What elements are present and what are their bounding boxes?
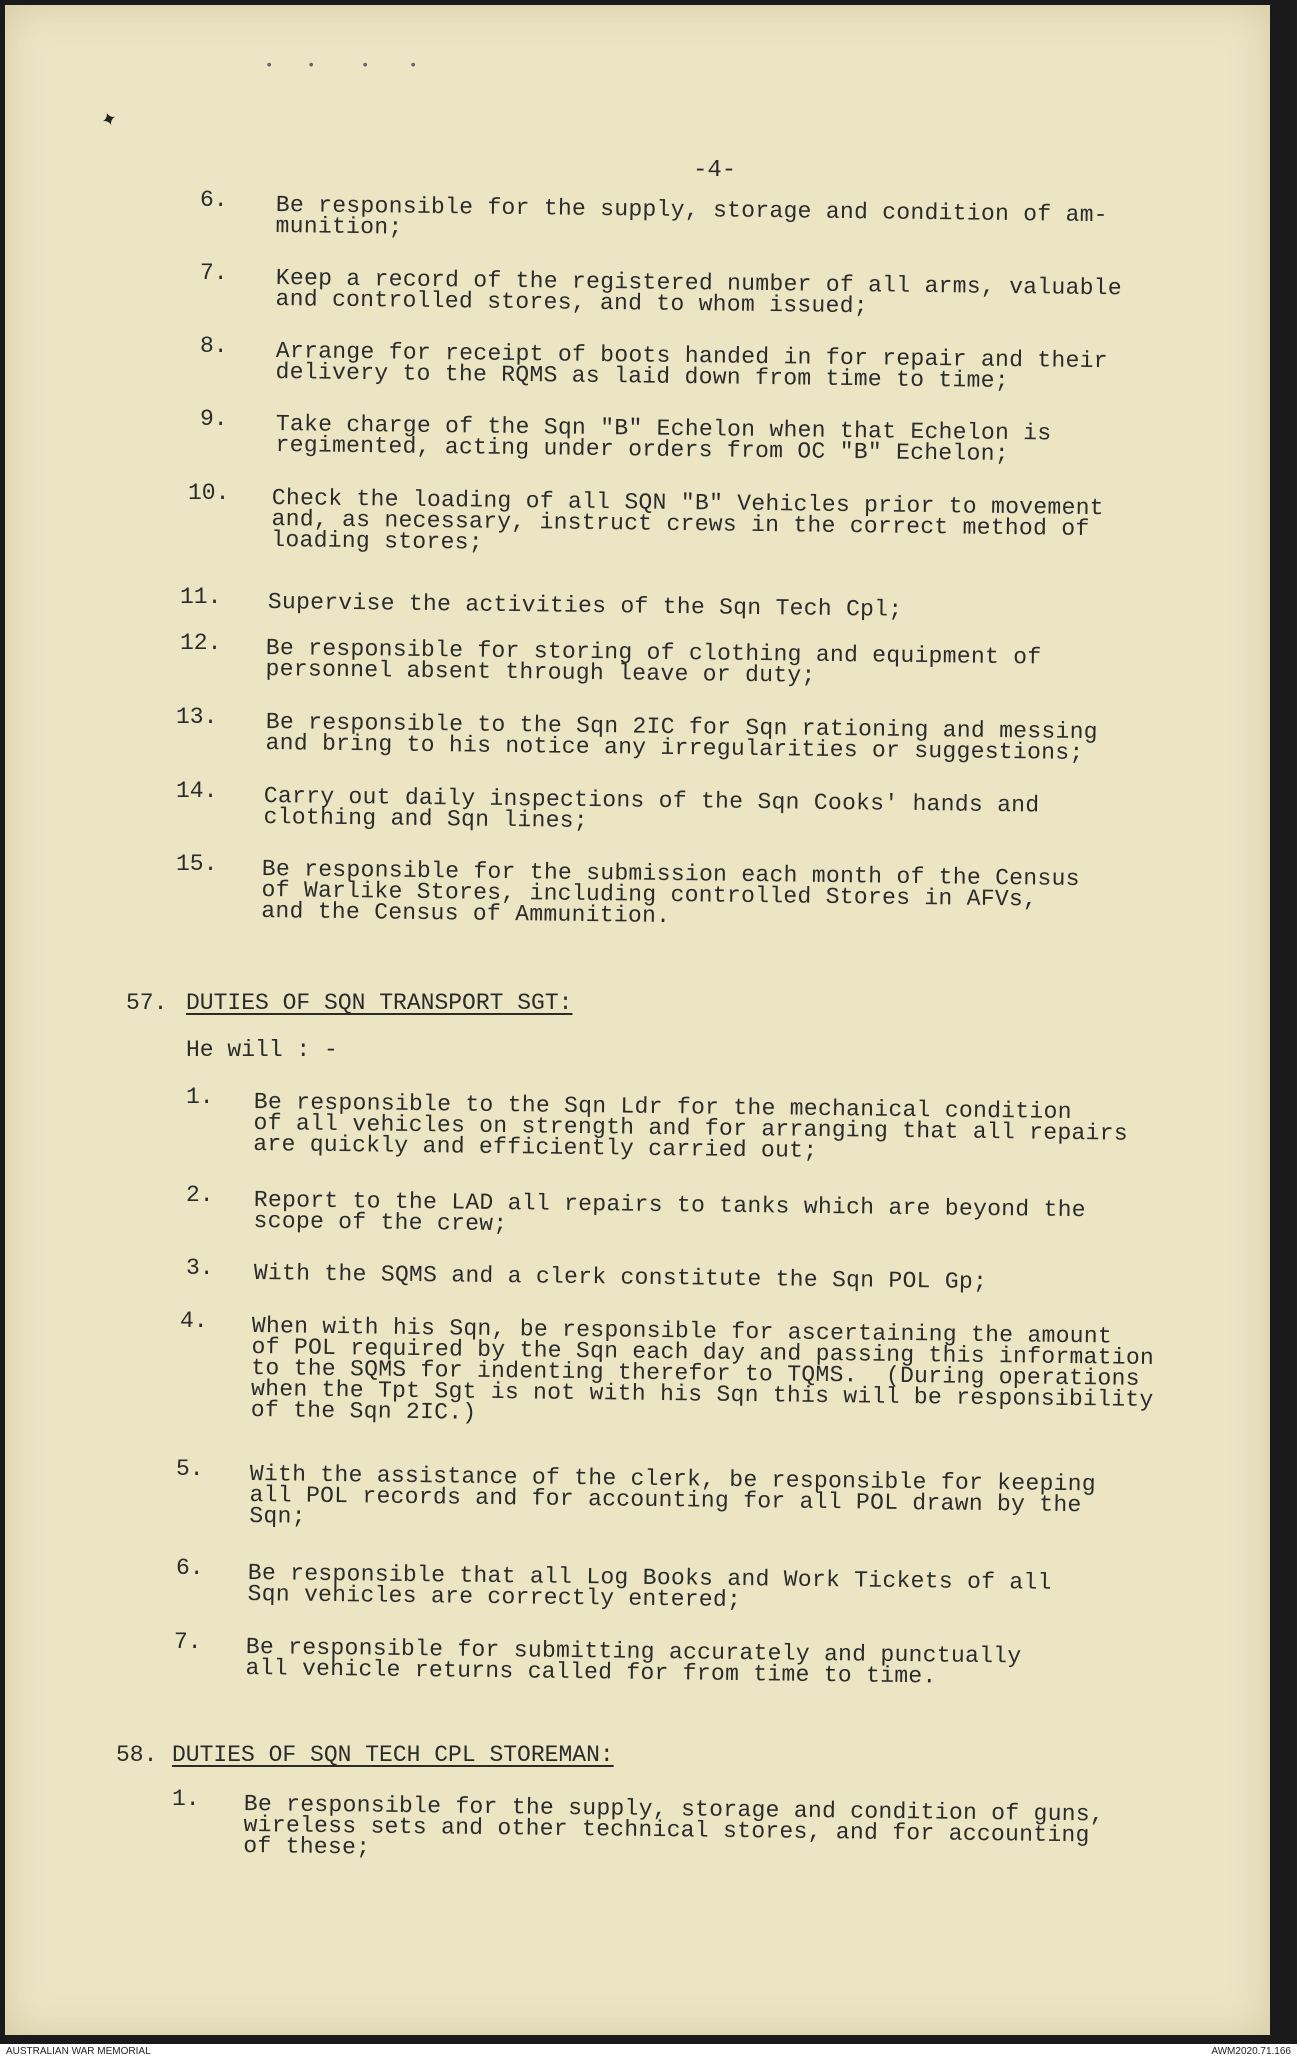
item-text: Be responsible to the Sqn 2IC for Sqn rationing and messing and bring to his notice any irregularities or suggestions;	[265, 709, 1099, 766]
item-number: 2.	[186, 1182, 214, 1208]
item-text: Take charge of the Sqn "B" Echelon when that Echelon is regimented, acting under orders from OC "B" Echelon;	[275, 411, 1052, 467]
item-number: 4.	[180, 1308, 208, 1334]
item-text: Be responsible for the supply, storage and condition of guns, wireless sets and other technical stores, and for accounting of these;	[243, 1791, 1105, 1861]
item-number: 6.	[200, 187, 228, 213]
item-number: 5.	[176, 1456, 204, 1482]
item-number: 12.	[180, 630, 222, 656]
section-title-text: DUTIES OF SQN TECH CPL STOREMAN:	[172, 1742, 614, 1768]
item-number: 6.	[176, 1555, 204, 1581]
item-text: Be responsible that all Log Books and Work Tickets of all Sqn vehicles are correctly entered;	[247, 1560, 1052, 1614]
section-intro: He will : -	[186, 1037, 338, 1063]
item-text: Check the loading of all SQN "B" Vehicles prior to movement and, as necessary, instruct crews in the correct method of loading stores;	[271, 485, 1105, 556]
section-title	[186, 990, 572, 1016]
item-text: With the SQMS and a clerk constitute the Sqn POL Gp;	[253, 1260, 988, 1295]
section-title-text: DUTIES OF SQN TRANSPORT SGT:	[186, 990, 573, 1016]
item-number: 15.	[176, 851, 218, 877]
item-text: Be responsible for submitting accurately and punctually all vehicle returns called for from time to time.	[245, 1634, 1022, 1690]
item-text: With the assistance of the clerk, be responsible for keeping all POL records and for accounting for all POL drawn by the Sqn;	[249, 1461, 1097, 1530]
item-text: Supervise the activities of the Sqn Tech Cpl;	[267, 589, 903, 623]
pin-hole-mark: •	[361, 58, 370, 74]
item-text: Be responsible for the supply, storage and condition of am- munition;	[275, 192, 1109, 241]
item-number: 7.	[174, 1629, 202, 1655]
section-title	[172, 1742, 614, 1768]
item-number: 11.	[180, 584, 222, 610]
item-number: 1.	[172, 1786, 200, 1812]
section-number: 57.	[126, 990, 168, 1016]
item-number: 1.	[186, 1084, 214, 1110]
item-text: Report to the LAD all repairs to tanks which are beyond the scope of the crew;	[253, 1187, 1087, 1238]
item-number: 10.	[188, 480, 230, 506]
pin-hole-mark: •	[409, 58, 418, 74]
archive-footer	[0, 2044, 1297, 2061]
item-number: 3.	[186, 1255, 214, 1281]
page-number: -4-	[693, 157, 737, 184]
item-text: Arrange for receipt of boots handed in for repair and their delivery to the RQMS as laid down from time to time;	[275, 338, 1109, 394]
item-number: 9.	[200, 406, 228, 432]
pin-hole-mark: •	[307, 58, 316, 74]
footer-institution: AUSTRALIAN WAR MEMORIAL	[6, 2046, 151, 2057]
item-number: 8.	[200, 333, 228, 359]
item-number: 14.	[176, 778, 218, 804]
item-text: Keep a record of the registered number of all arms, valuable and controlled stores, and to whom issued;	[275, 265, 1123, 320]
ink-mark-icon: ✦	[96, 102, 122, 136]
item-number: 7.	[200, 260, 228, 286]
item-text: Be responsible to the Sqn Ldr for the mechanical condition of all vehicles on strength and for arranging that all repairs are quickly and efficiently carried out;	[253, 1089, 1129, 1164]
item-text: Carry out daily inspections of the Sqn Cooks' hands and clothing and Sqn lines;	[263, 783, 1040, 834]
item-number: 13.	[176, 704, 218, 730]
item-text: Be responsible for storing of clothing and equipment of personnel absent through leave or duty;	[265, 635, 1042, 689]
item-text: Be responsible for the submission each month of the Census of Warlike Stores, including controlled Stores in AFVs, and the Census of Ammunition.	[261, 856, 1080, 929]
item-text: When with his Sqn, be responsible for ascertaining the amount of POL required by the Sqn each day and passing this information to the SQMS for indenting therefor to TQMS. (During operations when the Tpt Sgt is not with his Sqn this will be responsibility of the Sqn 2IC.)	[250, 1313, 1155, 1426]
section-number: 58.	[116, 1742, 158, 1768]
pin-hole-mark: •	[265, 58, 274, 74]
footer-reference: AWM2020.71.166	[1211, 2046, 1291, 2057]
